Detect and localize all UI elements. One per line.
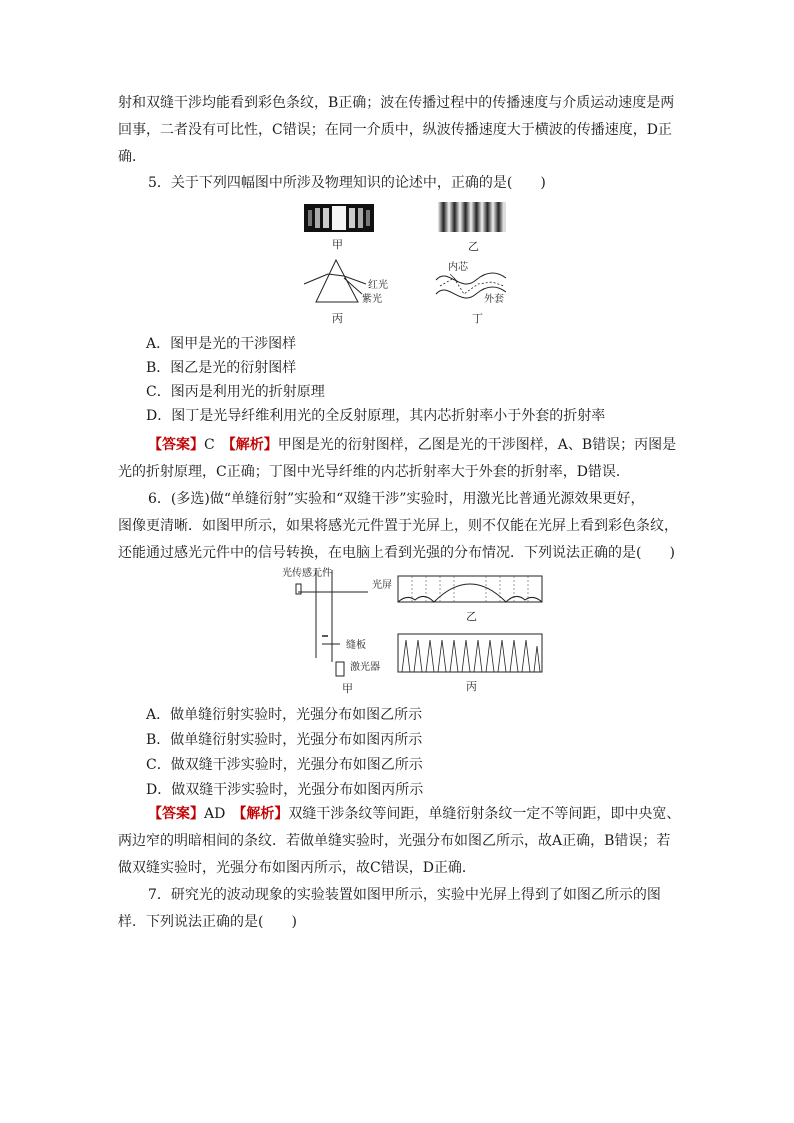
- q5-option-c: C．图丙是利用光的折射原理: [146, 384, 325, 400]
- q6-stem-line-3: 还能通过感光元件中的信号转换，在电脑上看到光强的分布情况．下列说法正确的是( ): [118, 545, 675, 561]
- intensity-graph-yi: [398, 576, 542, 602]
- q5-analysis-first: 甲图是光的衍射图样，乙图是光的干涉图样，A、B错误；丙图是: [277, 437, 677, 453]
- continuation-line-1: 射和双缝干涉均能看到彩色条纹，B正确；波在传播过程中的传播速度与介质运动速度是两: [118, 95, 675, 111]
- screen-label: 光屏: [372, 580, 392, 591]
- q6-stem-line-1: 6．(多选)做“单缝衍射”实验和“双缝干涉”实验时，用激光比普通光源效果更好，: [148, 491, 645, 507]
- laser-label: 激光器: [350, 662, 380, 673]
- q5-stem: 5．关于下列四幅图中所涉及物理知识的论述中，正确的是( ): [148, 175, 546, 191]
- prism-diagram-bing: [304, 260, 366, 302]
- q6-answer-line: [118, 801, 681, 828]
- q6-option-b: B．做单缝衍射实验时，光强分布如图丙所示: [146, 732, 423, 748]
- q5-label-bing: 丙: [332, 312, 343, 325]
- interference-pattern-yi: [438, 202, 506, 232]
- q5-label-ding: 丁: [472, 312, 483, 325]
- q6-answer: AD: [204, 806, 226, 822]
- q6-option-c: C．做双缝干涉实验时，光强分布如图乙所示: [146, 757, 423, 773]
- sensor-label: 光传感元件: [282, 568, 332, 579]
- q5-label-jia: 甲: [332, 238, 343, 251]
- q5-answer-line: [118, 432, 678, 459]
- q6-label-bing: 丙: [466, 680, 477, 693]
- q5-analysis-tag: 【解析】: [228, 437, 278, 453]
- q5-option-d: D．图丁是光导纤维利用光的全反射原理，其内芯折射率小于外套的折射率: [146, 408, 606, 424]
- q6-option-d: D．做双缝干涉实验时，光强分布如图丙所示: [146, 782, 424, 798]
- q6-label-jia: 甲: [342, 682, 353, 694]
- q5-option-b: B．图乙是光的衍射图样: [146, 360, 297, 376]
- q6-answer-tag: 【答案】: [148, 806, 204, 822]
- q5-label-yi: 乙: [468, 240, 479, 253]
- q6-figure: [282, 566, 552, 694]
- q6-analysis-line-2: 两边窄的明暗相间的条纹．若做单缝实验时，光强分布如图乙所示，故A正确，B错误；若: [118, 833, 671, 849]
- q6-stem-line-2: 图像更清晰．如图甲所示，如果将感光元件置于光屏上，则不仅能在光屏上看到彩色条纹，: [118, 518, 678, 534]
- slit-plate-label: 缝板: [346, 640, 366, 651]
- prism-red-light-label: 红光: [368, 280, 388, 291]
- q6-analysis-tag: 【解析】: [239, 806, 289, 822]
- intensity-graph-bing: [398, 634, 542, 672]
- q7-stem-line-2: 样．下列说法正确的是( ): [118, 914, 297, 930]
- q6-analysis-first: 双缝干涉条纹等间距，单缝衍射条纹一定不等间距，即中央宽、: [288, 806, 681, 822]
- q5-option-a: A．图甲是光的干涉图样: [146, 336, 297, 352]
- apparatus-jia: [296, 568, 368, 676]
- q6-analysis-line-3: 做双缝实验时，光强分布如图丙所示，故C错误，D正确．: [118, 860, 476, 876]
- diffraction-pattern-jia: [304, 204, 374, 232]
- q5-analysis-rest: 光的折射原理，C正确；丁图中光导纤维的内芯折射率大于外套的折射率，D错误．: [118, 464, 630, 480]
- q6-label-yi: 乙: [466, 610, 477, 623]
- q5-answer-tag: 【答案】: [148, 437, 204, 453]
- continuation-line-2: 回事，二者没有可比性，C错误；在同一介质中，纵波传播速度大于横波的传播速度，D正: [118, 122, 672, 138]
- q6-option-a: A．做单缝衍射实验时，光强分布如图乙所示: [146, 707, 423, 723]
- fiber-core-label: 内芯: [448, 262, 468, 273]
- q7-stem-line-1: 7．研究光的波动现象的实验装置如图甲所示，实验中光屏上得到了如图乙所示的图: [148, 887, 661, 903]
- fiber-cladding-label: 外套: [484, 294, 504, 305]
- q5-figure: [298, 198, 518, 326]
- q5-answer: C: [204, 437, 215, 453]
- prism-violet-light-label: 紫光: [362, 294, 382, 305]
- continuation-line-3: 确．: [118, 149, 146, 165]
